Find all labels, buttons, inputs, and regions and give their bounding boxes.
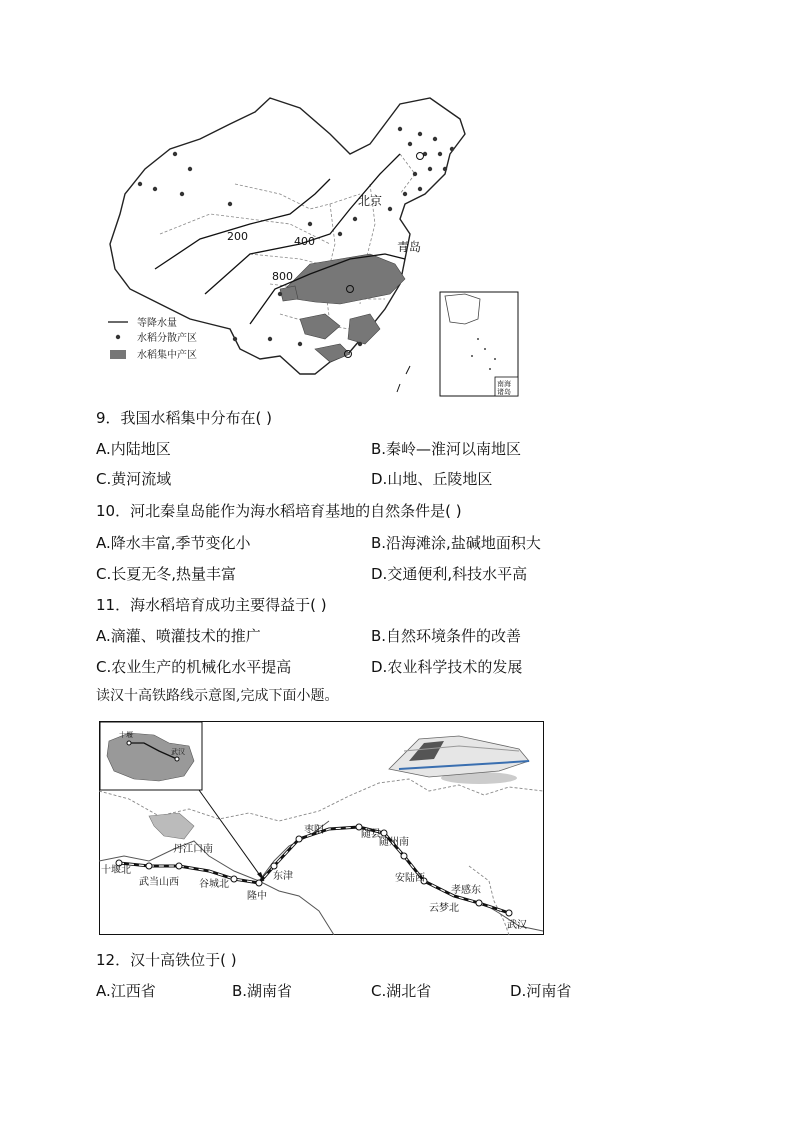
question-9-option-d[interactable]: D.山地、丘陵地区 (371, 470, 493, 488)
svg-text:武汉: 武汉 (171, 748, 185, 756)
question-9-option-b[interactable]: B.秦岭—淮河以南地区 (371, 440, 522, 458)
question-9-option-a[interactable]: A.内陆地区 (96, 440, 171, 458)
hubei-inset (100, 722, 202, 790)
question-12-option-c[interactable]: C.湖北省 (371, 982, 432, 1000)
hanshi-railway-map (99, 721, 544, 935)
question-12-option-d[interactable]: D.河南省 (510, 982, 572, 1000)
beijing-label: 北京 (358, 194, 383, 208)
question-9-option-c[interactable]: C.黄河流域 (96, 470, 172, 488)
question-12-option-b[interactable]: B.湖南省 (232, 982, 293, 1000)
question-10-option-a[interactable]: A.降水丰富,季节变化小 (96, 534, 251, 552)
svg-text:十堰: 十堰 (119, 731, 133, 739)
question-11-option-b[interactable]: B.自然环境条件的改善 (371, 627, 522, 645)
question-11-option-d[interactable]: D.农业科学技术的发展 (371, 658, 523, 676)
svg-text:诸岛: 诸岛 (497, 388, 511, 396)
question-11-stem: 11．海水稻培育成功主要得益于( ) (96, 596, 327, 614)
svg-text:水稻分散产区: 水稻分散产区 (137, 333, 197, 344)
station-danjiangkounan: 丹江口南 (173, 844, 213, 855)
station-wudangshanxi: 武当山西 (139, 877, 179, 888)
question-11-option-c[interactable]: C.农业生产的机械化水平提高 (96, 658, 292, 676)
question-10-stem: 10．河北秦皇岛能作为海水稻培育基地的自然条件是( ) (96, 502, 462, 520)
question-11-option-a[interactable]: A.滴灌、喷灌技术的推广 (96, 627, 261, 645)
question-10-option-d[interactable]: D.交通便利,科技水平高 (371, 565, 528, 583)
station-suizhounan: 随州南 (379, 837, 409, 848)
svg-text:等降水量: 等降水量 (137, 318, 177, 329)
station-anluxi: 安陆西 (395, 873, 425, 884)
station-dongjin: 东津 (273, 871, 293, 882)
svg-text:南海: 南海 (497, 380, 511, 388)
instruction-text: 读汉十高铁路线示意图,完成下面小题。 (96, 688, 339, 704)
station-yunmengbei: 云梦北 (429, 903, 459, 914)
question-9-stem: 9．我国水稻集中分布在( ) (96, 409, 273, 427)
south-china-sea-inset (440, 292, 518, 396)
station-guchengbei: 谷城北 (199, 879, 229, 890)
station-zaoyang: 枣阳 (304, 825, 324, 836)
station-suixian: 随县 (361, 829, 381, 840)
svg-text:水稻集中产区: 水稻集中产区 (137, 350, 197, 361)
qingdao-label: 青岛 (397, 240, 422, 254)
isohyet-200-label: 200 (227, 230, 248, 243)
station-longzhong: 隆中 (247, 891, 267, 902)
china-rice-map (100, 94, 525, 402)
station-shiyanbei: 十堰北 (101, 865, 131, 876)
station-xiaogandong: 孝感东 (451, 885, 481, 896)
isohyet-400-label: 400 (294, 235, 315, 248)
question-12-stem: 12．汉十高铁位于( ) (96, 951, 237, 969)
map-legend (108, 316, 197, 361)
station-wuhan: 武汉 (507, 920, 527, 931)
isohyet-800-label: 800 (272, 270, 293, 283)
question-12-option-a[interactable]: A.江西省 (96, 982, 156, 1000)
question-10-option-c[interactable]: C.长夏无冬,热量丰富 (96, 565, 237, 583)
question-10-option-b[interactable]: B.沿海滩涂,盐碱地面积大 (371, 534, 541, 552)
